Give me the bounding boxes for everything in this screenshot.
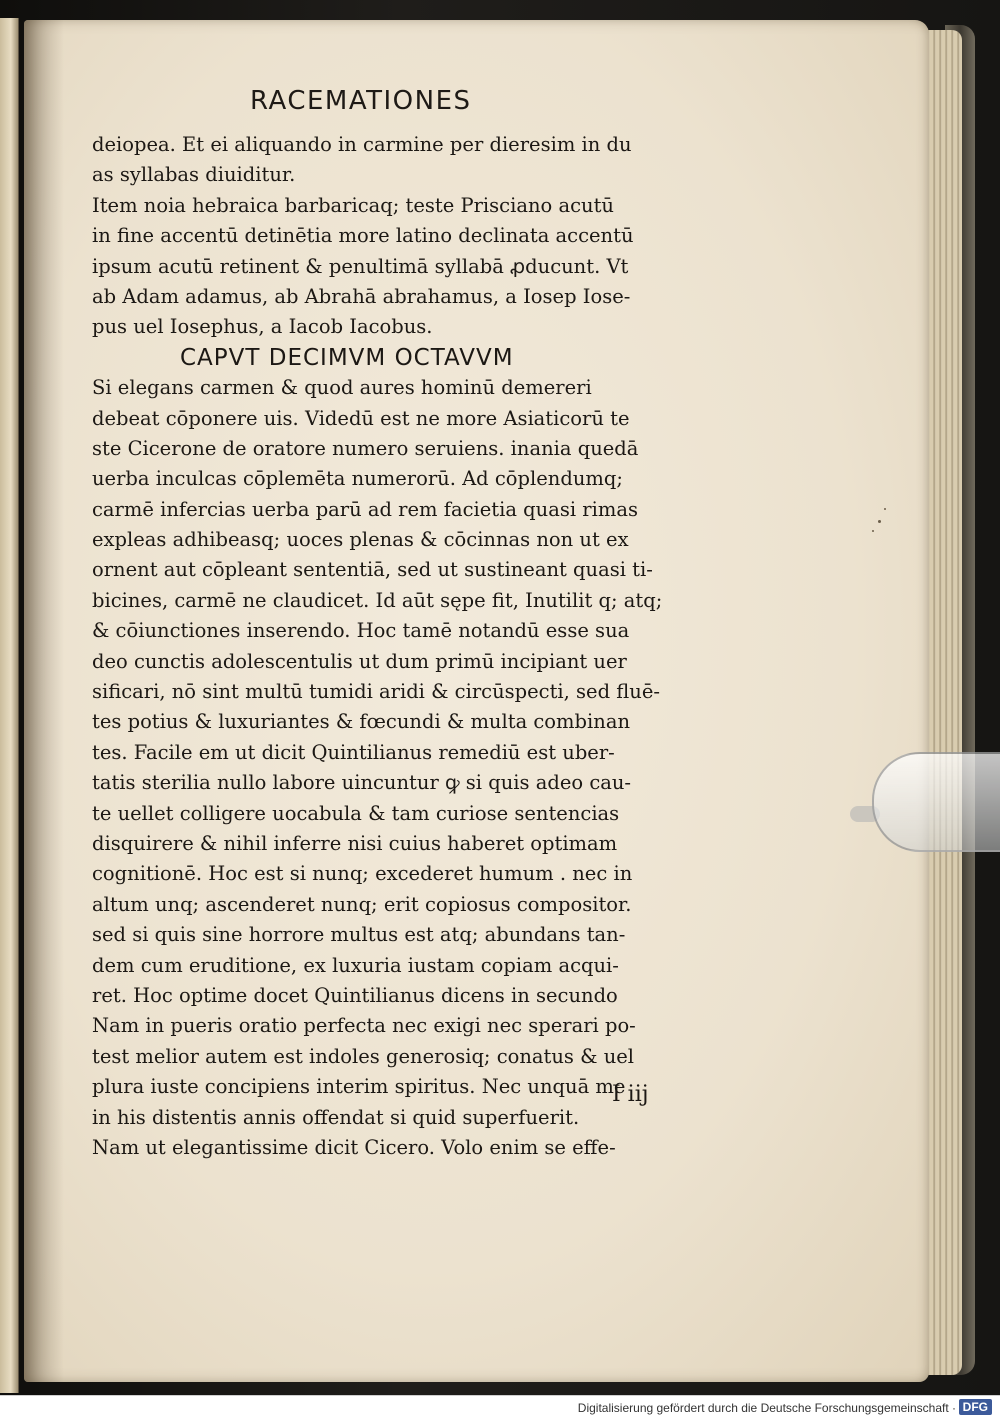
text-line: tatis sterilia nullo labore uincuntur ꝙ si quis adeo cau- bbox=[92, 771, 632, 795]
gutter-shadow bbox=[24, 20, 64, 1382]
margin-speck bbox=[878, 520, 881, 523]
text-line: cognitionē. Hoc est si nunq; excederet humum . nec in bbox=[92, 862, 633, 886]
text-line: tes. Facile em ut dicit Quintilianus remediū est uber- bbox=[92, 740, 615, 764]
text-line: disquirere & nihil inferre nisi cuius haberet optimam bbox=[92, 831, 618, 855]
left-page-edge bbox=[0, 18, 19, 1393]
text-line: & cōiunctiones inserendo. Hoc tamē notandū esse sua bbox=[92, 619, 630, 643]
text-line: expleas adhibeasq; uoces plenas & cōcinnas non ut ex bbox=[92, 528, 629, 552]
page-holder-clip bbox=[872, 752, 1000, 852]
text-line: ret. Hoc optime docet Quintilianus dicens in secundo bbox=[92, 983, 618, 1007]
text-line: ornent aut cōpleant sententiā, sed ut sustineant quasi ti- bbox=[92, 558, 653, 582]
text-line: altum unq; ascenderet nunq; erit copiosus compositor. bbox=[92, 892, 632, 916]
text-line: carmē infercias uerba parū ad rem facietia quasi rimas bbox=[92, 497, 638, 521]
dfg-logo: DFG bbox=[959, 1399, 992, 1415]
text-line: sificari, nō sint multū tumidi aridi & circūspecti, sed fluē- bbox=[92, 680, 660, 704]
text-line: debeat cōponere uis. Videdū est ne more Asiaticorū te bbox=[92, 406, 630, 430]
text-line: Si elegans carmen & quod aures hominū demereri bbox=[92, 376, 592, 400]
chapter-heading: CAPVT DECIMVM OCTAVVM bbox=[180, 344, 514, 371]
signature-mark: I iij bbox=[612, 1082, 649, 1107]
text-line: ste Cicerone de oratore numero seruiens. inania quedā bbox=[92, 436, 639, 460]
text-line: deo cunctis adolescentulis ut dum primū incipiant uer bbox=[92, 649, 627, 673]
margin-speck bbox=[884, 508, 886, 510]
text-line: as syllabas diuiditur. bbox=[92, 163, 296, 187]
text-line: sed si quis sine horrore multus est atq; abundans tan- bbox=[92, 923, 626, 947]
text-line: uerba inculcas cōplemēta numerorū. Ad cōplendumq; bbox=[92, 467, 623, 491]
text-line: in fine accentū detinētia more latino declinata accentū bbox=[92, 224, 634, 248]
text-line: bicines, carmē ne claudicet. Id aūt sępe fit, Inutilit q; atq; bbox=[92, 588, 663, 612]
text-line: ipsum acutū retinent & penultimā syllabā ꝓducunt. Vt bbox=[92, 254, 629, 278]
text-line: ab Adam adamus, ab Abrahā abrahamus, a Iosep Iose- bbox=[92, 284, 631, 308]
running-head: RACEMATIONES bbox=[250, 86, 472, 116]
margin-speck bbox=[872, 530, 874, 532]
text-line: test melior autem est indoles generosiq; conatus & uel bbox=[92, 1044, 635, 1068]
text-line: Nam ut elegantissime dicit Cicero. Volo enim se effe- bbox=[92, 1135, 616, 1159]
text-line: tes potius & luxuriantes & fœcundi & multa combinan bbox=[92, 710, 631, 734]
text-line: plura iuste concipiens interim spiritus. Nec unquā me bbox=[92, 1075, 626, 1099]
text-line: dem cum eruditione, ex luxuria iustam copiam acqui- bbox=[92, 953, 619, 977]
body-text bbox=[92, 130, 732, 1163]
text-line: te uellet colligere uocabula & tam curiose sentencias bbox=[92, 801, 620, 825]
text-line: in his distentis annis offendat si quid superfuerit. bbox=[92, 1105, 580, 1129]
text-line: pus uel Iosephus, a Iacob Iacobus. bbox=[92, 315, 433, 339]
text-line: Item noia hebraica barbaricaq; teste Prisciano acutū bbox=[92, 193, 614, 217]
text-line: deiopea. Et ei aliquando in carmine per dieresim in du bbox=[92, 133, 632, 156]
text-line: Nam in pueris oratio perfecta nec exigi nec sperari po- bbox=[92, 1014, 636, 1038]
footer-credit: Digitalisierung gefördert durch die Deutsche Forschungsgemeinschaft · bbox=[577, 1401, 956, 1415]
